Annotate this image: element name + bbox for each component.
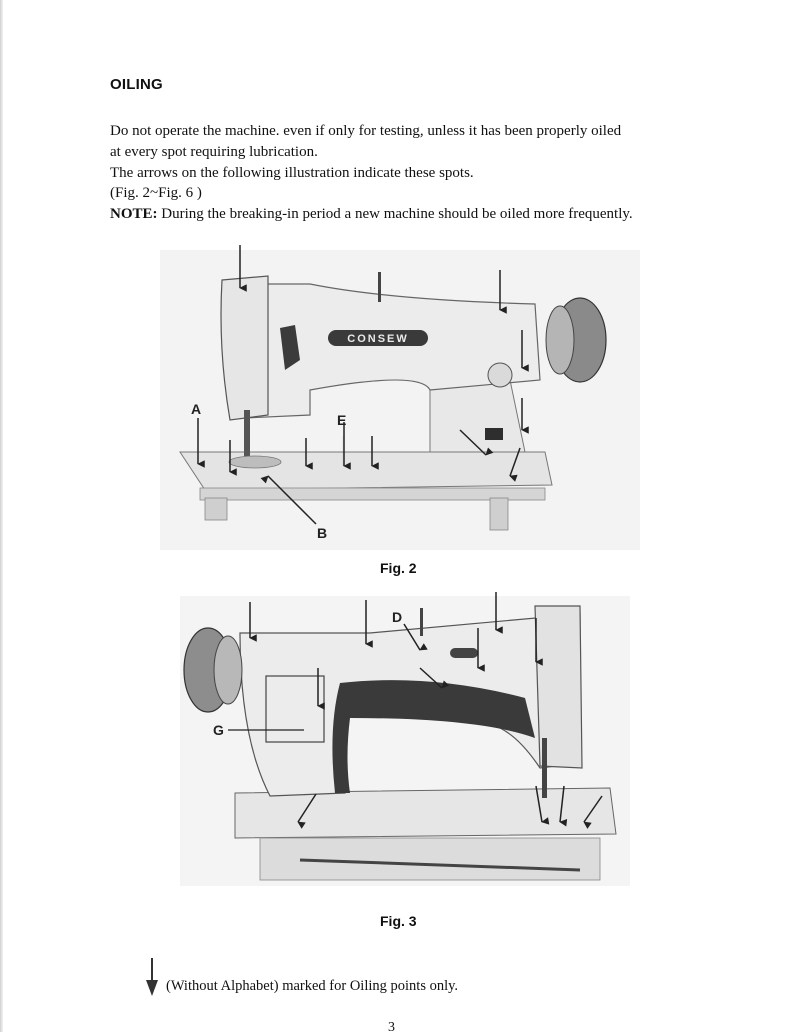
figure-2-illustration (160, 240, 640, 550)
thread-pin (378, 272, 381, 302)
figure-2-caption: Fig. 2 (380, 560, 417, 576)
machine-pillar (430, 380, 525, 452)
paragraph-line: (Fig. 2~Fig. 6 ) (110, 185, 202, 202)
label-b: B (317, 525, 328, 541)
paragraph-line: Do not operate the machine. even if only for testing, unless it has been properly oiled (110, 123, 622, 139)
label-d: D (392, 609, 403, 625)
note-label: NOTE: (110, 206, 158, 223)
label-a: A (191, 401, 202, 417)
page-number: 3 (388, 1020, 395, 1035)
brand-name: CONSEW (347, 333, 409, 345)
stitch-dial (488, 363, 512, 387)
machine-leg (490, 498, 508, 530)
needle-bar (542, 738, 547, 798)
handwheel-hub (546, 306, 574, 374)
bobbin-winder (450, 648, 478, 658)
figure-3-caption: Fig. 3 (380, 913, 417, 929)
scan-edge (0, 0, 3, 1032)
paragraph-line: at every spot requiring lubrication. (110, 143, 318, 160)
instructions-text (110, 121, 710, 225)
figure-3-illustration (180, 588, 630, 888)
paragraph-line: The arrows on the following illustration indicate these spots. (110, 164, 474, 181)
throat-plate (229, 456, 281, 468)
note-line (110, 204, 710, 225)
handwheel-hub (214, 636, 242, 704)
reverse-lever (485, 428, 503, 440)
section-heading: OILING (110, 76, 163, 93)
thread-pin (420, 608, 423, 636)
label-e: E (337, 412, 347, 428)
machine-head (221, 276, 268, 420)
note-text: During the breaking-in period a new machine should be oiled more frequently. (157, 206, 633, 223)
label-g: G (213, 722, 224, 738)
legend (146, 958, 646, 998)
legend-text: (Without Alphabet) marked for Oiling points only. (166, 978, 459, 994)
machine-leg (205, 498, 227, 520)
needle-bar (244, 410, 250, 460)
down-arrow-icon (146, 958, 158, 998)
